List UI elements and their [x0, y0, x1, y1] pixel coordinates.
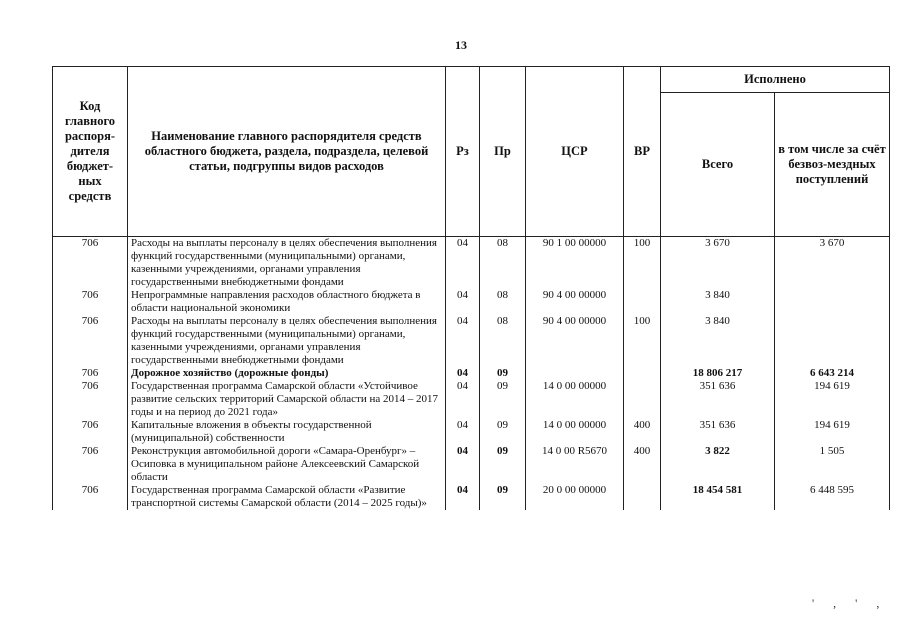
table-header: [53, 67, 890, 237]
cell-pr: 08: [480, 289, 526, 315]
cell-code: 706: [53, 484, 128, 510]
table-row: [53, 367, 890, 380]
cell-free: 6 643 214: [775, 367, 890, 380]
cell-total: 3 840: [661, 289, 775, 315]
cell-csr: 20 0 00 00000: [526, 484, 624, 510]
cell-rz: 04: [446, 237, 480, 290]
cell-code: 706: [53, 367, 128, 380]
header-pr: Пр: [480, 67, 526, 237]
cell-rz: 04: [446, 367, 480, 380]
cell-pr: 08: [480, 237, 526, 290]
cell-total: 351 636: [661, 380, 775, 419]
cell-pr: 09: [480, 445, 526, 484]
cell-name: Капитальные вложения в объекты государственной (муниципальной) собственности: [128, 419, 446, 445]
margin-marks: ' , ' ,: [812, 596, 888, 610]
cell-code: 706: [53, 289, 128, 315]
cell-pr: 09: [480, 367, 526, 380]
page-number: 13: [455, 38, 467, 52]
cell-free: [775, 289, 890, 315]
cell-vr: [624, 367, 661, 380]
table-row: [53, 419, 890, 445]
cell-code: 706: [53, 315, 128, 367]
cell-code: 706: [53, 419, 128, 445]
cell-csr: 14 0 00 00000: [526, 419, 624, 445]
cell-total: 18 454 581: [661, 484, 775, 510]
cell-total: 3 840: [661, 315, 775, 367]
cell-vr: 400: [624, 419, 661, 445]
cell-name: Расходы на выплаты персоналу в целях обеспечения выполнения функций государственными (муниципальными) органами, казенными учреждениями, органами управления государственными внебюджетными фондами: [128, 315, 446, 367]
cell-total: 18 806 217: [661, 367, 775, 380]
cell-free: 194 619: [775, 380, 890, 419]
cell-total: 3 822: [661, 445, 775, 484]
cell-csr: [526, 367, 624, 380]
cell-vr: 100: [624, 237, 661, 290]
cell-rz: 04: [446, 445, 480, 484]
cell-name: Непрограммные направления расходов областного бюджета в области национальной экономики: [128, 289, 446, 315]
header-total: Всего: [661, 93, 775, 237]
cell-vr: [624, 289, 661, 315]
cell-free: [775, 315, 890, 367]
cell-pr: 09: [480, 380, 526, 419]
cell-total: 351 636: [661, 419, 775, 445]
cell-name: Расходы на выплаты персоналу в целях обеспечения выполнения функций государственными (муниципальными) органами, казенными учреждениями, органами управления государственными внебюджетными фондами: [128, 237, 446, 290]
cell-pr: 09: [480, 419, 526, 445]
cell-name: Дорожное хозяйство (дорожные фонды): [128, 367, 446, 380]
table-row: [53, 315, 890, 367]
table-row: [53, 380, 890, 419]
cell-name: Государственная программа Самарской области «Устойчивое развитие сельских территорий Самарской области на 2014 – 2017 годы и на период до 2021 года»: [128, 380, 446, 419]
cell-code: 706: [53, 237, 128, 290]
cell-free: 6 448 595: [775, 484, 890, 510]
header-vr: ВР: [624, 67, 661, 237]
header-rz: Рз: [446, 67, 480, 237]
cell-rz: 04: [446, 289, 480, 315]
cell-name: Государственная программа Самарской области «Развитие транспортной системы Самарской области (2014 – 2025 годы)»: [128, 484, 446, 510]
cell-rz: 04: [446, 315, 480, 367]
cell-csr: 90 4 00 00000: [526, 289, 624, 315]
cell-total: 3 670: [661, 237, 775, 290]
table-row: [53, 289, 890, 315]
cell-csr: 90 4 00 00000: [526, 315, 624, 367]
header-name: Наименование главного распорядителя средств областного бюджета, раздела, подраздела, целевой статьи, подгруппы видов расходов: [128, 67, 446, 237]
cell-code: 706: [53, 380, 128, 419]
cell-csr: 14 0 00 R5670: [526, 445, 624, 484]
cell-free: 3 670: [775, 237, 890, 290]
cell-vr: 100: [624, 315, 661, 367]
cell-pr: 08: [480, 315, 526, 367]
budget-table: [52, 66, 890, 510]
table-row: [53, 237, 890, 290]
header-csr: ЦСР: [526, 67, 624, 237]
table-row: [53, 484, 890, 510]
header-executed: Исполнено: [661, 67, 890, 93]
cell-csr: 90 1 00 00000: [526, 237, 624, 290]
cell-vr: [624, 484, 661, 510]
header-incl-free: в том числе за счёт безвоз-мездных поступлений: [775, 93, 890, 237]
cell-csr: 14 0 00 00000: [526, 380, 624, 419]
cell-vr: [624, 380, 661, 419]
header-code: Код главного распоря-дителя бюджет-ных средств: [53, 67, 128, 237]
cell-pr: 09: [480, 484, 526, 510]
cell-rz: 04: [446, 419, 480, 445]
cell-rz: 04: [446, 484, 480, 510]
cell-free: 1 505: [775, 445, 890, 484]
cell-rz: 04: [446, 380, 480, 419]
table-body: [53, 237, 890, 511]
cell-free: 194 619: [775, 419, 890, 445]
cell-name: Реконструкция автомобильной дороги «Самара-Оренбург» – Осиповка в муниципальном районе Алексеевский Самарской области: [128, 445, 446, 484]
cell-vr: 400: [624, 445, 661, 484]
cell-code: 706: [53, 445, 128, 484]
table-row: [53, 445, 890, 484]
